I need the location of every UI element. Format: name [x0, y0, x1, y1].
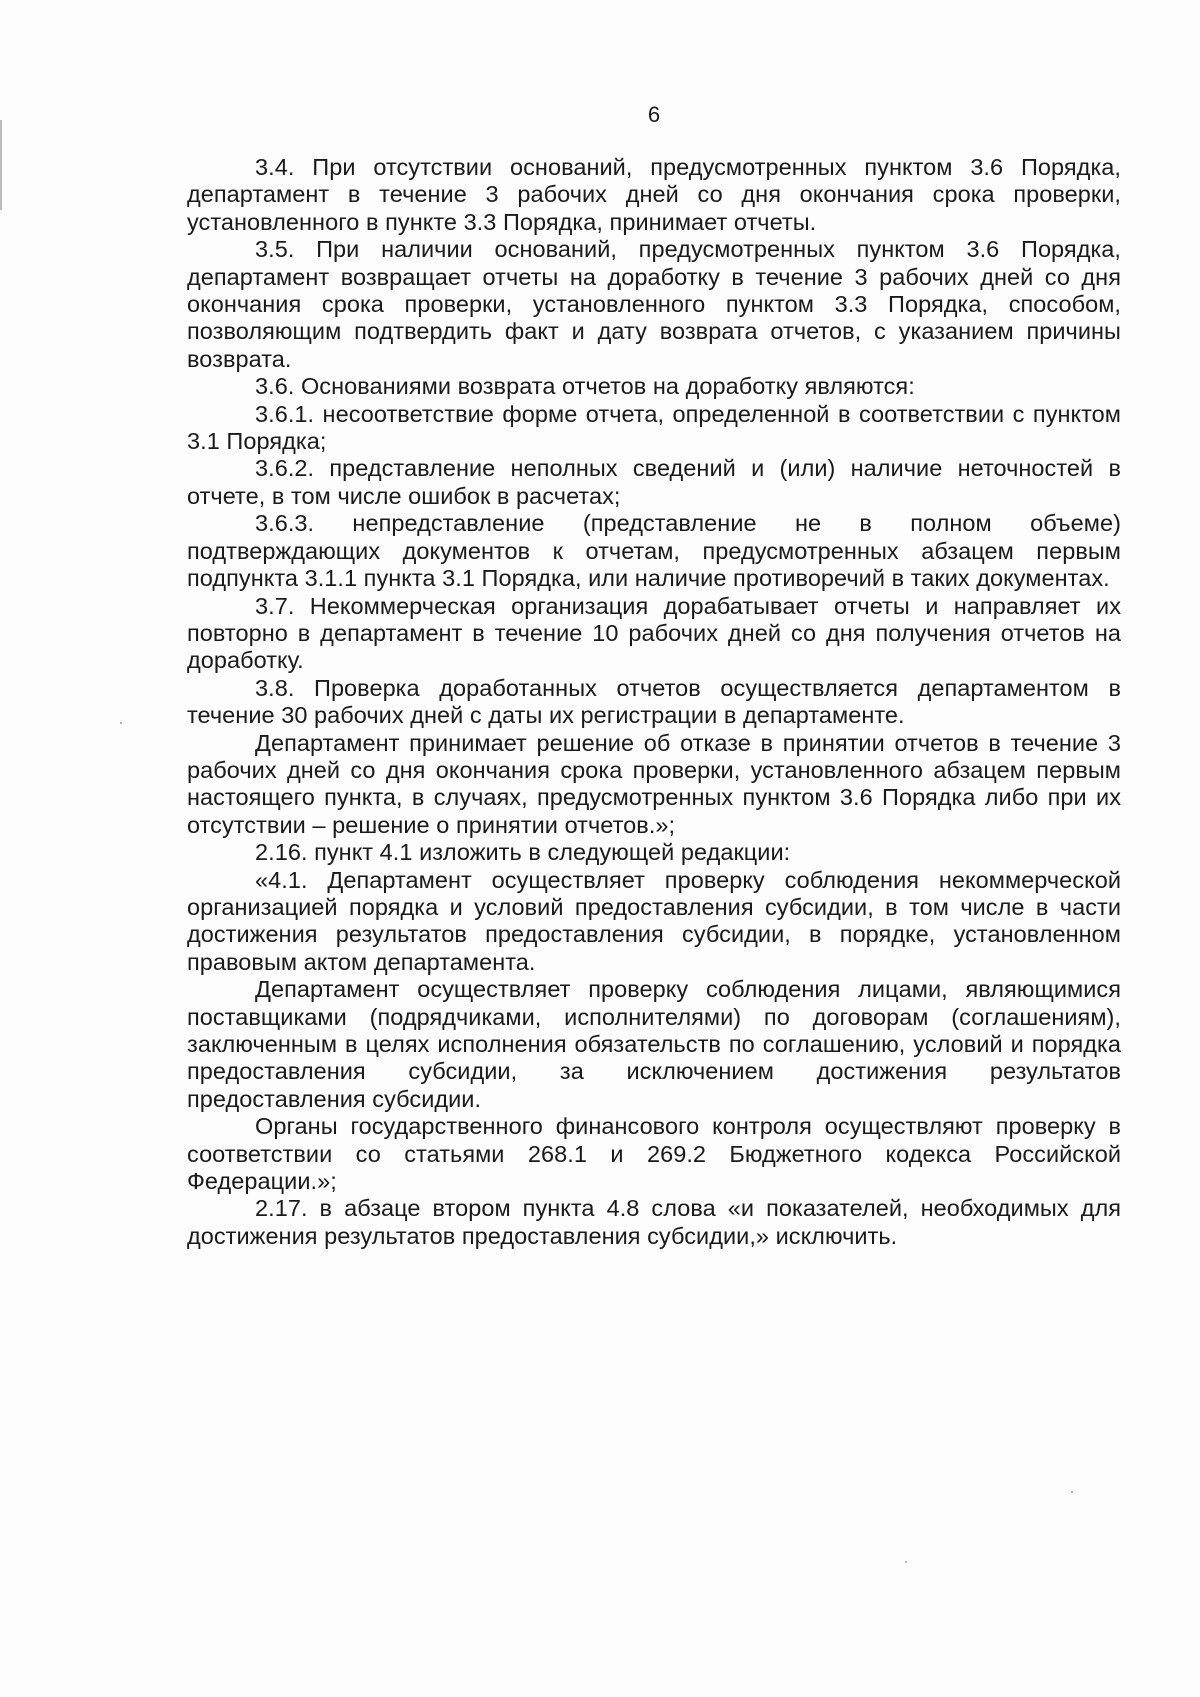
scan-speck — [1071, 1491, 1073, 1493]
paragraph-3-6: 3.6. Основаниями возврата отчетов на доработку являются: — [255, 373, 915, 400]
scan-speck — [905, 1561, 907, 1563]
paragraph-3-8: 3.8. Проверка доработанных отчетов осуществляется департаментом в течение 30 рабочих дней с даты их регистрации в департаменте. — [187, 674, 1121, 729]
paragraph-4-1-second: Департамент осуществляет проверку соблюдения лицами, являющимися поставщиками (подрядчиками, исполнителями) по договорам (соглашениям), заключенным в целях исполнения обязательств по соглашению, условий и порядка предоставления субсидии, за исключением достижения результатов предоставления субсидии. — [187, 976, 1121, 1112]
paragraph-4-1: «4.1. Департамент осуществляет проверку соблюдения некоммерческой организацией порядка и условий предоставления субсидии, в том числе в части достижения результатов предоставления субсидии, в порядке, установленном правовым актом департамента. — [187, 866, 1121, 975]
scan-speck — [120, 722, 122, 724]
paragraph-3-6-1: 3.6.1. несоответствие форме отчета, определенной в соответствии с пунктом 3.1 Порядка; — [187, 400, 1121, 455]
paragraph-2-17: 2.17. в абзаце втором пункта 4.8 слова «и показателей, необходимых для достижения результатов предоставления субсидии,» исключить. — [187, 1195, 1121, 1249]
paragraph-3-6-2: 3.6.2. представление неполных сведений и (или) наличие неточностей в отчете, в том числе ошибок в расчетах; — [187, 455, 1121, 509]
paragraph-3-5: 3.5. При наличии оснований, предусмотренных пунктом 3.6 Порядка, департамент возвращает отчеты на доработку в течение 3 рабочих дней со дня окончания срока проверки, установленного пунктом 3.3 Порядка, способом, позволяющим подтвердить факт и дату возврата отчетов, с указанием причины возврата. — [187, 236, 1121, 372]
paragraph-3-8-second: Департамент принимает решение об отказе в принятии отчетов в течение 3 рабочих дней со дня окончания срока проверки, установленного абзацем первым настоящего пункта, в случаях, предусмотренных пунктом 3.6 Порядка либо при их отсутствии – решение о принятии отчетов.»; — [187, 729, 1121, 838]
page-number: 6 — [647, 102, 661, 127]
paragraph-4-1-third: Органы государственного финансового контроля осуществляют проверку в соответствии со статьями 268.1 и 269.2 Бюджетного кодекса Российской Федерации.»; — [187, 1113, 1121, 1195]
document-body — [187, 154, 1121, 1250]
paragraph-3-6-3: 3.6.3. непредставление (представление не в полном объеме) подтверждающих документов к отчетам, предусмотренных абзацем первым подпункта 3.1.1 пункта 3.1 Порядка, или наличие противоречий в таких документах. — [187, 510, 1121, 592]
paragraph-2-16: 2.16. пункт 4.1 изложить в следующей редакции: — [255, 839, 791, 866]
scan-edge-mark — [0, 120, 2, 210]
paragraph-3-7: 3.7. Некоммерческая организация дорабатывает отчеты и направляет их повторно в департамент в течение 10 рабочих дней со дня получения отчетов на доработку. — [187, 592, 1121, 674]
paragraph-3-4: 3.4. При отсутствии оснований, предусмотренных пунктом 3.6 Порядка, департамент в течение 3 рабочих дней со дня окончания срока проверки, установленного в пункте 3.3 Порядка, принимает отчеты. — [187, 154, 1121, 235]
